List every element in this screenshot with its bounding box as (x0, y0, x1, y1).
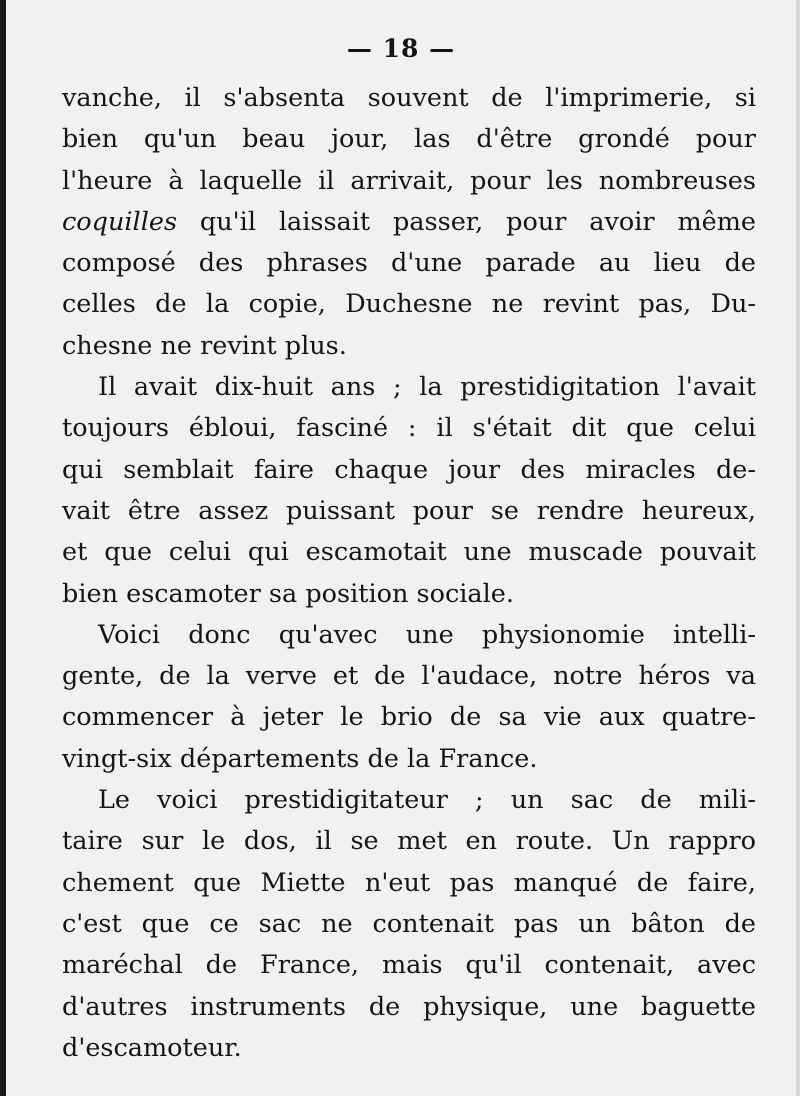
text-line: Voici donc qu'avec une physionomie intelli- (98, 619, 756, 650)
text-line: vingt-six départements de la France. (62, 743, 538, 774)
text-line: Le voici prestidigitateur ; un sac de mili- (98, 785, 756, 816)
page-number: — 18 — (346, 34, 456, 63)
text-line: maréchal de France, mais qu'il contenait, avec (62, 950, 756, 981)
text-line-with-italic (62, 202, 756, 243)
text-line: chement que Miette n'eut pas manqué de faire, (62, 867, 756, 898)
text-line: bien qu'un beau jour, las d'être grondé pour (62, 124, 756, 155)
text-line: gente, de la verve et de l'audace, notre héros va (62, 661, 756, 692)
paragraph-1 (62, 78, 756, 367)
text-line: taire sur le dos, il se met en route. Un rappro (62, 826, 756, 857)
body-text (62, 78, 756, 1069)
paragraph-3 (62, 615, 756, 780)
text-line: vait être assez puissant pour se rendre heureux, (62, 495, 756, 526)
text-line: composé des phrases d'une parade au lieu de (62, 248, 756, 279)
text-line: chesne ne revint plus. (62, 330, 347, 361)
text-line-rest: qu'il laissait passer, pour avoir même (199, 206, 757, 237)
text-line: l'heure à laquelle il arrivait, pour les nombreuses (62, 165, 756, 196)
text-line: qui semblait faire chaque jour des miracles de- (62, 454, 756, 485)
text-line: d'escamoteur. (62, 1032, 242, 1063)
text-line: c'est que ce sac ne contenait pas un bâton de (62, 908, 756, 939)
text-line: vanche, il s'absenta souvent de l'imprimerie, si (62, 83, 756, 113)
text-line: Il avait dix-huit ans ; la prestidigitation l'avait (98, 372, 756, 403)
paragraph-2 (62, 367, 756, 615)
text-line: celles de la copie, Duchesne ne revint pas, Du- (62, 289, 756, 320)
text-line: d'autres instruments de physique, une baguette (62, 991, 756, 1022)
text-line: bien escamoter sa position sociale. (62, 578, 514, 609)
paragraph-4 (62, 780, 756, 1069)
text-line: commencer à jeter le brio de sa vie aux quatre- (62, 702, 756, 733)
text-line: toujours ébloui, fasciné : il s'était dit que celui (62, 413, 756, 444)
italic-word: coquilles (62, 206, 178, 237)
text-line: et que celui qui escamotait une muscade pouvait (62, 537, 756, 568)
